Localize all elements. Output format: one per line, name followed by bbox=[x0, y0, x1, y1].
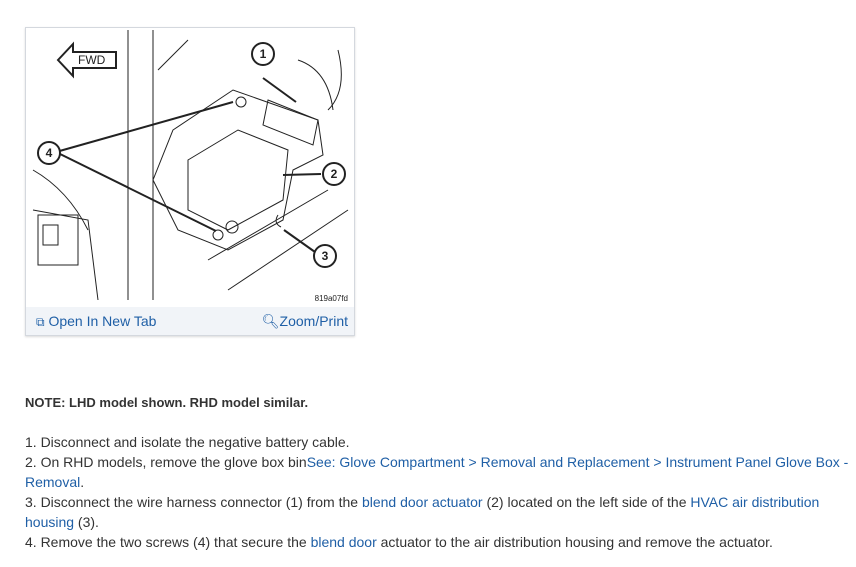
figure bbox=[25, 27, 355, 336]
open-tab-icon: ⧉ bbox=[36, 315, 45, 329]
callout-4: 4 bbox=[45, 146, 53, 160]
note: NOTE: LHD model shown. RHD model similar. bbox=[25, 395, 309, 410]
steps-list bbox=[25, 432, 850, 552]
step-4: 4. Remove the two screws (4) that secure the blend door actuator to the air distribution housing and remove the actuator. bbox=[25, 534, 773, 550]
glove-box-removal-link[interactable]: See: Glove Compartment > Removal and Replacement > Instrument Panel Glove Box - Removal bbox=[25, 454, 849, 490]
step-1: 1. Disconnect and isolate the negative battery cable. bbox=[25, 434, 350, 450]
fwd-label: FWD bbox=[78, 53, 106, 67]
callout-3: 3 bbox=[321, 249, 329, 263]
figure-id: 819a07fd bbox=[314, 294, 348, 303]
callout-1: 1 bbox=[259, 47, 267, 61]
zoom-print-link[interactable]: 🔍︎Zoom/Print bbox=[261, 313, 348, 329]
blend-door-actuator-link[interactable]: blend door actuator bbox=[361, 494, 483, 510]
step-3: 3. Disconnect the wire harness connector (1) from the blend door actuator (2) located on the left side of the HVAC air distribution housing (3). bbox=[25, 494, 820, 530]
zoom-icon: 🔍︎ bbox=[261, 313, 280, 329]
open-in-new-tab-link[interactable]: ⧉ Open In New Tab bbox=[36, 313, 157, 329]
actuator-diagram bbox=[28, 30, 352, 306]
figure-footer bbox=[26, 307, 354, 335]
step-2: 2. On RHD models, remove the glove box binSee: Glove Compartment > Removal and Replacement > Instrument Panel Glove Box - Removal. bbox=[25, 454, 849, 490]
callout-2: 2 bbox=[330, 167, 338, 181]
blend-door-link[interactable]: blend door bbox=[310, 534, 377, 550]
hvac-housing-link[interactable]: HVAC air distribution housing bbox=[25, 494, 820, 530]
